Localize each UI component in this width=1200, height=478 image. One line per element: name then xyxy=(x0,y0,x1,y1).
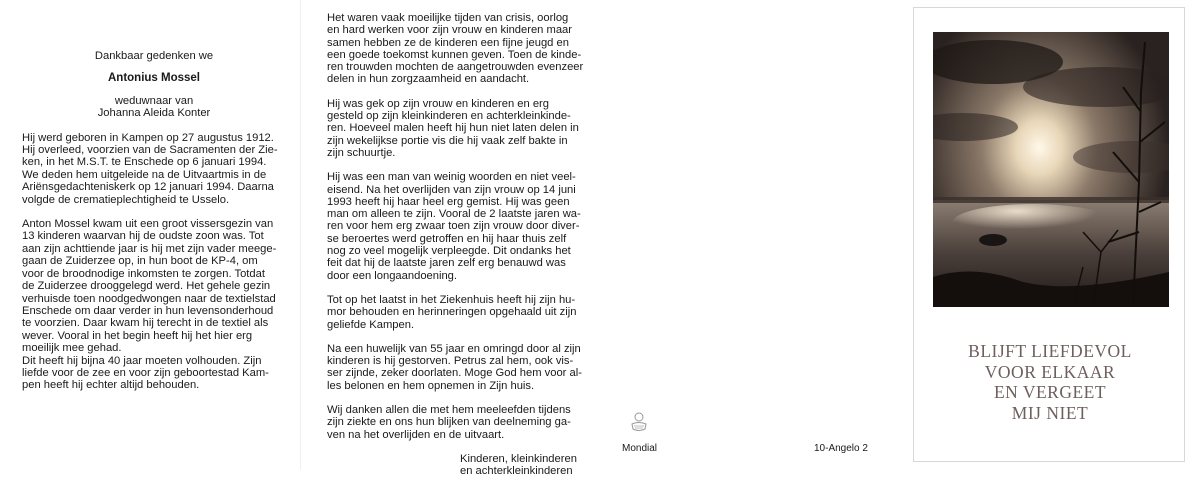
verse-line: EN VERGEET xyxy=(993,382,1107,402)
text-line: pen heeft hij echter altijd behouden. xyxy=(22,379,200,392)
text-line: feit dat hij de laatste jaren zelf erg benauwd was xyxy=(327,257,566,270)
verse-line: MIJ NIET xyxy=(1011,402,1089,423)
text-line: mor behouden en herinneringen opgehaald uit zijn xyxy=(327,306,577,319)
text-line: Hij overleed, voorzien van de Sacramenten der Zie- xyxy=(22,144,278,157)
text-line: se beroertes werd getroffen en hij haar thuis zelf xyxy=(327,232,567,245)
sunset-lake-photo xyxy=(933,32,1169,307)
text-line: Tot op het laatst in het Ziekenhuis heeft hij zijn hu- xyxy=(327,293,576,306)
text-line: zijn schuurtje. xyxy=(327,146,396,159)
text-line: Anton Mossel kwam uit een groot vissersgezin van xyxy=(22,218,274,231)
text-line: ren voor hem erg zwaar toen zijn vrouw door diver- xyxy=(327,220,580,233)
text-line: 1993 heeft hij haar heel erg gemist. Hij was geen xyxy=(327,195,570,208)
text-line: gesteld op zijn kleinkinderen en achterkleinkinde- xyxy=(327,110,571,123)
text-line: zijn wekelijkse portie vis die hij vaak zelf bakte in xyxy=(327,134,568,147)
text-line: moeilijk mee gehad. xyxy=(22,342,122,355)
text-line: wever. Vooral in het begin heeft hij het hier erg xyxy=(22,329,253,342)
text-line: Het waren vaak moeilijke tijden van crisis, oorlog xyxy=(327,12,569,24)
text-line: Hij was een man van weinig woorden en niet veel- xyxy=(327,171,576,184)
text-line: aan zijn achttiende jaar is hij met zijn vader meege- xyxy=(22,242,277,255)
biography-paragraph-2 xyxy=(22,218,286,392)
cover-verse xyxy=(914,341,1186,423)
card-code: 10-Angelo 2 xyxy=(814,443,868,454)
obituary-panel-1 xyxy=(0,0,300,470)
text-line: ser zijnde, zeker doorlaten. Moge God hem voor al- xyxy=(327,367,582,380)
memoir-paragraph-6 xyxy=(327,404,588,441)
text-line: kinderen is hij gestorven. Petrus zal hem, ook vis- xyxy=(327,355,574,368)
memoir-paragraph-2 xyxy=(327,98,588,159)
obituary-panel-2 xyxy=(300,0,600,478)
text-line: door een longaandoening. xyxy=(327,269,458,282)
text-line: te voorzien. Daar kwam hij terecht in de textiel als xyxy=(22,317,269,330)
memoir-paragraph-4 xyxy=(327,294,588,331)
publisher-name: Mondial xyxy=(622,443,658,454)
text-line: een goede toekomst kunnen geven. Toen de kinde- xyxy=(327,48,582,61)
text-line: Kinderen, kleinkinderen xyxy=(460,452,577,465)
text-line: We deden hem uitgeleide na de Uitvaartmis in de xyxy=(22,168,267,181)
text-line: man om alleen te zijn. Vooral de 2 laatste jaren wa- xyxy=(327,208,581,221)
text-line: ren trouwden mochten de aangetrouwden evenzeer xyxy=(327,61,584,74)
family-signature xyxy=(327,453,588,478)
text-line: zijn ziekte en ons hun blijken van deelneming ga- xyxy=(327,416,571,429)
text-line: Ariënsgedachteniskerk op 12 januari 1994. Daarna xyxy=(22,181,274,194)
text-line: Na een huwelijk van 55 jaar en omringd door al zijn xyxy=(327,342,581,355)
text-line: ken, in het M.S.T. te Enschede op 6 januari 1994. xyxy=(22,156,267,169)
cover-panel xyxy=(913,7,1185,462)
text-line: gaan de Zuiderzee op, in hun boot de KP-4, om xyxy=(22,255,258,268)
verse-line: VOOR ELKAAR xyxy=(984,361,1116,382)
text-line: delen in hun zorgzaamheid en aandacht. xyxy=(327,73,530,86)
intro-line: Dankbaar gedenken we xyxy=(94,50,214,62)
text-line: ren. Hoeveel malen heeft hij hun niet laten delen in xyxy=(327,122,579,135)
text-line: verhuisde toen noodgedwongen naar de textielstad xyxy=(22,292,276,305)
publisher-logo-icon xyxy=(629,412,649,436)
text-line: liefde voor de zee en voor zijn geboortestad Kam- xyxy=(22,366,269,379)
text-line: ven na het overlijden en de uitvaart. xyxy=(327,428,505,441)
sunset-lake-photo-illustration xyxy=(933,32,1169,307)
text-line: geliefde Kampen. xyxy=(327,318,415,331)
text-line: en hard werken voor zijn vrouw en kinderen maar xyxy=(327,24,573,37)
text-line: 13 kinderen waarvan hij de oudste zoon was. Tot xyxy=(22,230,264,243)
text-line: nog zo veel mogelijk verpleegde. Dit ondanks het xyxy=(327,245,571,258)
text-line: Enschede om daar verder in hun levensonderhoud xyxy=(22,304,274,317)
text-line: volgde de crematieplechtigheid te Usselo. xyxy=(22,193,230,206)
text-line: Hij werd geboren in Kampen op 27 augustus 1912. xyxy=(22,131,274,144)
text-line: eisend. Na het overlijden van zijn vrouw op 14 juni xyxy=(327,183,576,196)
memoir-paragraph-1 xyxy=(327,12,588,86)
widower-label: weduwnaar van xyxy=(114,94,194,107)
spouse-name: Johanna Aleida Konter xyxy=(97,107,211,120)
deceased-name: Antonius Mossel xyxy=(107,72,200,85)
text-line: Hij was gek op zijn vrouw en kinderen en erg xyxy=(327,97,550,110)
verse-line: BLIJFT LIEFDEVOL xyxy=(968,341,1132,361)
text-line: voor de broodnodige inkomsten te zorgen. Totdat xyxy=(22,267,265,280)
text-line: Dit heeft hij bijna 40 jaar moeten volhouden. Zijn xyxy=(22,354,262,367)
text-line: Wij danken allen die met hem meeleefden tijdens xyxy=(327,404,571,417)
text-line: de Zuiderzee drooggelegd werd. Het gehele gezin xyxy=(22,280,271,293)
memoir-paragraph-3 xyxy=(327,171,588,282)
biography-paragraph-1 xyxy=(22,132,286,206)
text-line: samen hebben ze de kinderen een fijne jeugd en xyxy=(327,36,569,49)
text-line: les belonen en hem opnemen in Zijn huis. xyxy=(327,379,535,392)
text-line: en achterkleinkinderen xyxy=(460,465,573,478)
memoir-paragraph-5 xyxy=(327,343,588,392)
back-panel xyxy=(600,0,900,470)
